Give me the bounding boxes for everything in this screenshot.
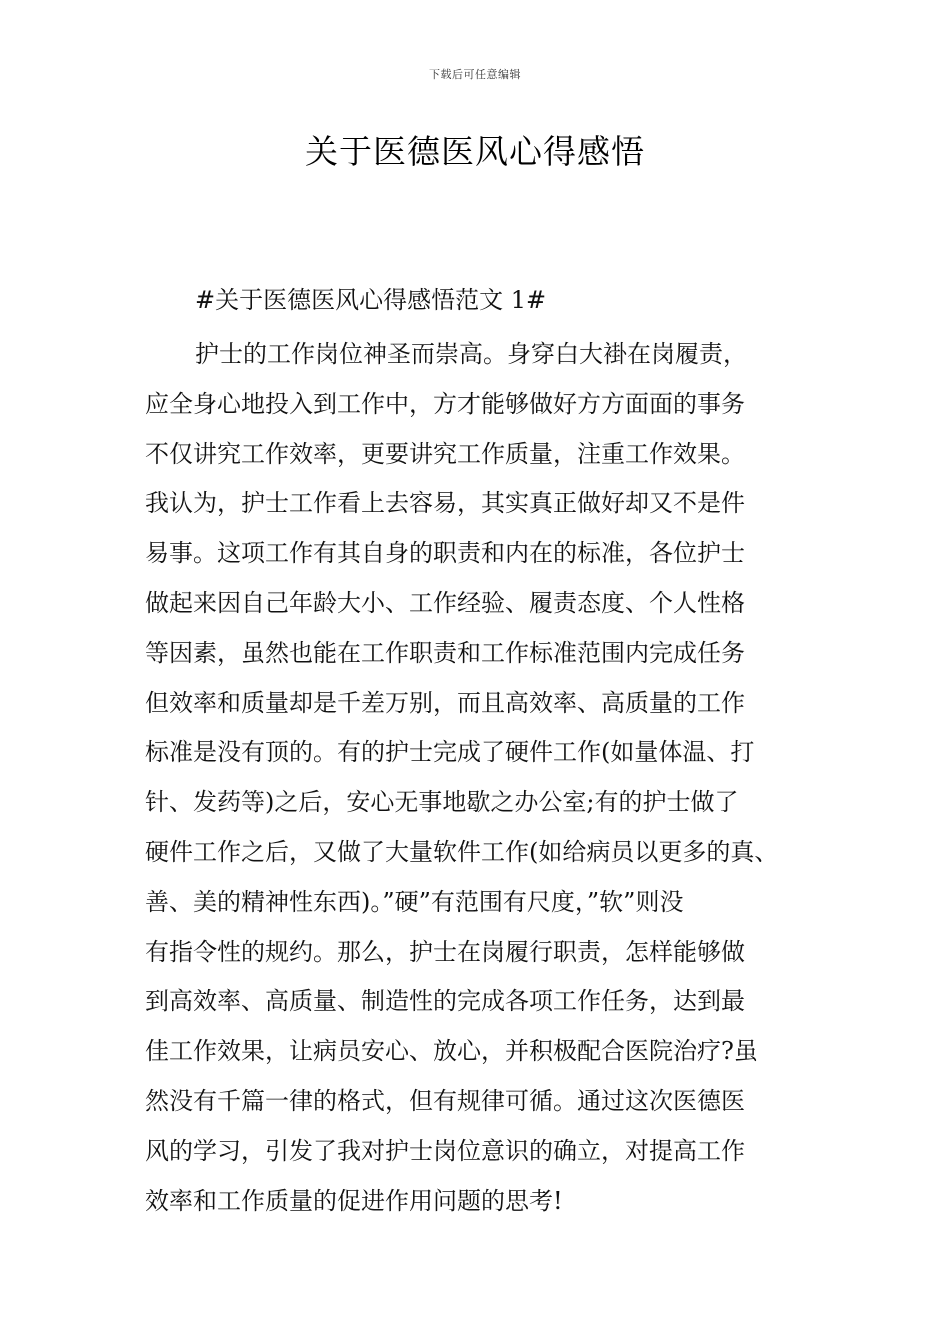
paragraph-line: 不仅讲究工作效率，更要讲究工作质量，注重工作效果。 bbox=[145, 439, 745, 468]
paragraph-line: 硬件工作之后，又做了大量软件工作(如给病员以更多的真、 bbox=[145, 837, 779, 866]
paragraph-line: 善、美的精神性东西)。”硬”有范围有尺度，”软”则没 bbox=[145, 887, 684, 916]
paragraph-line: 但效率和质量却是千差万别，而且高效率、高质量的工作 bbox=[145, 688, 745, 717]
document-title: 关于医德医风心得感悟 bbox=[305, 132, 645, 171]
paragraph-line: 应全身心地投入到工作中，方才能够做好方方面面的事务 bbox=[145, 389, 745, 418]
paragraph-line: 然没有千篇一律的格式，但有规律可循。通过这次医德医 bbox=[145, 1086, 745, 1115]
paragraph-line: 护士的工作岗位神圣而崇高。身穿白大褂在岗履责， bbox=[195, 340, 747, 368]
paragraph-line: 针、发药等)之后，安心无事地歇之办公室;有的护士做了 bbox=[145, 788, 739, 817]
paragraph-line: 效率和工作质量的促进作用问题的思考! bbox=[145, 1186, 563, 1215]
paragraph-line: 我认为，护士工作看上去容易，其实真正做好却又不是件 bbox=[145, 489, 745, 518]
body-paragraph bbox=[145, 330, 845, 1226]
paragraph-line: 易事。这项工作有其自身的职责和内在的标准，各位护士 bbox=[145, 539, 745, 568]
paragraph-line: 有指令性的规约。那么，护士在岗履行职责，怎样能够做 bbox=[145, 937, 745, 966]
paragraph-line: 做起来因自己年龄大小、工作经验、履责态度、个人性格 bbox=[145, 588, 745, 617]
paragraph-line: 标准是没有顶的。有的护士完成了硬件工作(如量体温、打 bbox=[145, 738, 755, 767]
header-note: 下载后可任意编辑 bbox=[429, 68, 521, 81]
paragraph-line: 佳工作效果，让病员安心、放心，并积极配合医院治疗?虽 bbox=[145, 1037, 758, 1066]
paragraph-line: 等因素，虽然也能在工作职责和工作标准范围内完成任务 bbox=[145, 638, 745, 667]
section-heading: #关于医德医风心得感悟范文 1# bbox=[195, 286, 547, 314]
paragraph-line: 风的学习，引发了我对护士岗位意识的确立，对提高工作 bbox=[145, 1136, 745, 1165]
paragraph-line: 到高效率、高质量、制造性的完成各项工作任务，达到最 bbox=[145, 987, 745, 1016]
